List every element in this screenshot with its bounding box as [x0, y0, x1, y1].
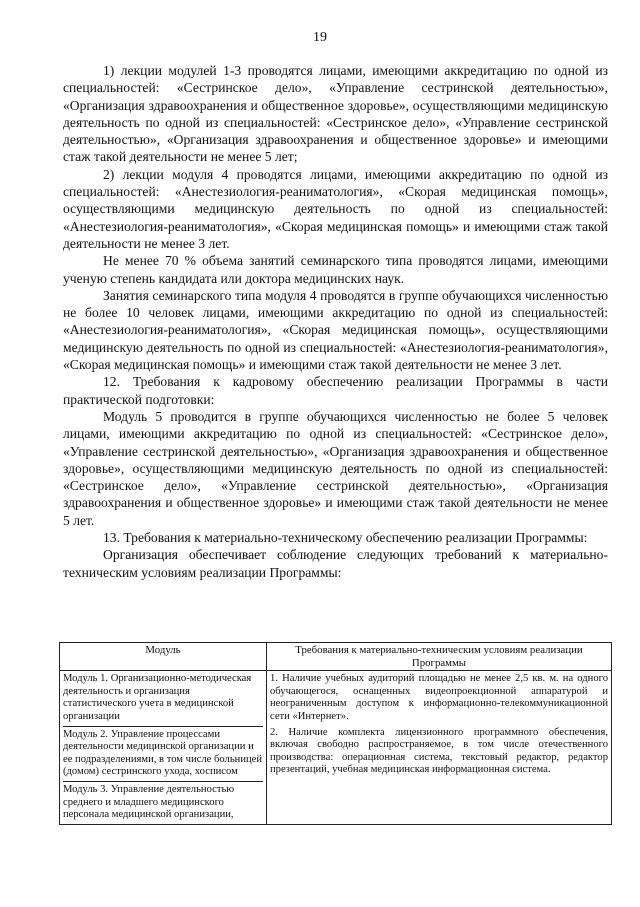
table-header-row — [60, 643, 612, 671]
document-body — [63, 62, 608, 581]
module-2: Модуль 2. Управление процессами деятельности медицинской организации и ее подразделениями, в том числе больницей (домом) сестринского ухода, хосписом — [63, 726, 263, 781]
paragraph-lectures-module-4: 2) лекции модуля 4 проводятся лицами, имеющими аккредитацию по одной из специальностей: «Анестезиология-реаниматология», «Скорая медицинская помощь», осуществляющими медицинскую деятельность по одной из специальностей: «Анестезиология-реаниматология», «Скорая медицинская помощь» и имеющими стаж такой деятельности не менее 3 лет. — [63, 166, 608, 251]
requirements-cell — [267, 671, 612, 825]
modules-cell — [60, 671, 267, 825]
table-row — [60, 671, 612, 825]
requirements-table — [59, 642, 612, 825]
section-13-heading: 13. Требования к материально-техническому обеспечению реализации Программы: — [103, 530, 588, 546]
header-requirements: Требования к материально-техническим условиям реализации Программы — [267, 643, 612, 671]
paragraph-module-5: Модуль 5 проводится в группе обучающихся численностью не более 5 человек лицами, имеющими аккредитацию по одной из специальностей: «Сестринское дело», «Управление сестринской деятельностью», «Организация здравоохранения и общественное здоровье», осуществляющими медицинскую деятельность по одной из специальностей: «Сестринское дело», «Управление сестринской деятельностью», «Организация здравоохранения и общественное здоровье» и имеющими стаж такой деятельности не менее 5 лет. — [63, 408, 608, 528]
module-1: Модуль 1. Организационно-методическая деятельность и организация статистического учета в медицинской организации — [63, 673, 252, 722]
requirement-1: 1. Наличие учебных аудиторий площадью не менее 2,5 кв. м. на одного обучающегося, оснащенных видеопроекционной аппаратурой и неограниченным доступом к информационно-телекоммуникационной сети «Интернет». — [270, 673, 608, 722]
paragraph-organization-requirements: Организация обеспечивает соблюдение следующих требований к материально-техническим условиям реализации Программы: — [63, 547, 608, 580]
module-3: Модуль 3. Управление деятельностью среднего и младшего медицинского персонала медицинской организации, — [63, 781, 263, 824]
paragraph-seminar-share: Не менее 70 % объема занятий семинарского типа проводятся лицами, имеющими ученую степень кандидата или доктора медицинских наук. — [63, 253, 608, 286]
page-number: 19 — [313, 30, 327, 45]
paragraph-seminar-module-4: Занятия семинарского типа модуля 4 проводятся в группе обучающихся численностью не более 10 человек лицами, имеющими аккредитацию по одной из специальностей: «Анестезиология-реаниматология», «Скорая медицинская помощь», осуществляющими медицинскую деятельность по одной из специальностей: «Анестезиология-реаниматология», «Скорая медицинская помощь» и имеющими стаж такой деятельности не менее 3 лет. — [63, 287, 608, 373]
paragraph-lectures-modules-1-3: 1) лекции модулей 1-3 проводятся лицами, имеющими аккредитацию по одной из специальностей: «Сестринское дело», «Управление сестринской деятельностью», «Организация здравоохранения и общественное здоровье», осуществляющими медицинскую деятельность по одной из специальностей: «Сестринское дело», «Управление сестринской деятельностью», «Организация здравоохранения и общественное здоровье» и имеющими стаж такой деятельности не менее 5 лет; — [63, 63, 608, 165]
header-module: Модуль — [60, 643, 267, 671]
section-12-heading: 12. Требования к кадровому обеспечению реализации Программы в части практической подготовки: — [63, 374, 608, 407]
requirement-2: 2. Наличие комплекта лицензионного программного обеспечения, включая свободно распространяемое, в том числе отечественного производства: операционная система, текстовый редактор, редактор презентаций, учебная медицинская информационная система. — [270, 726, 608, 776]
